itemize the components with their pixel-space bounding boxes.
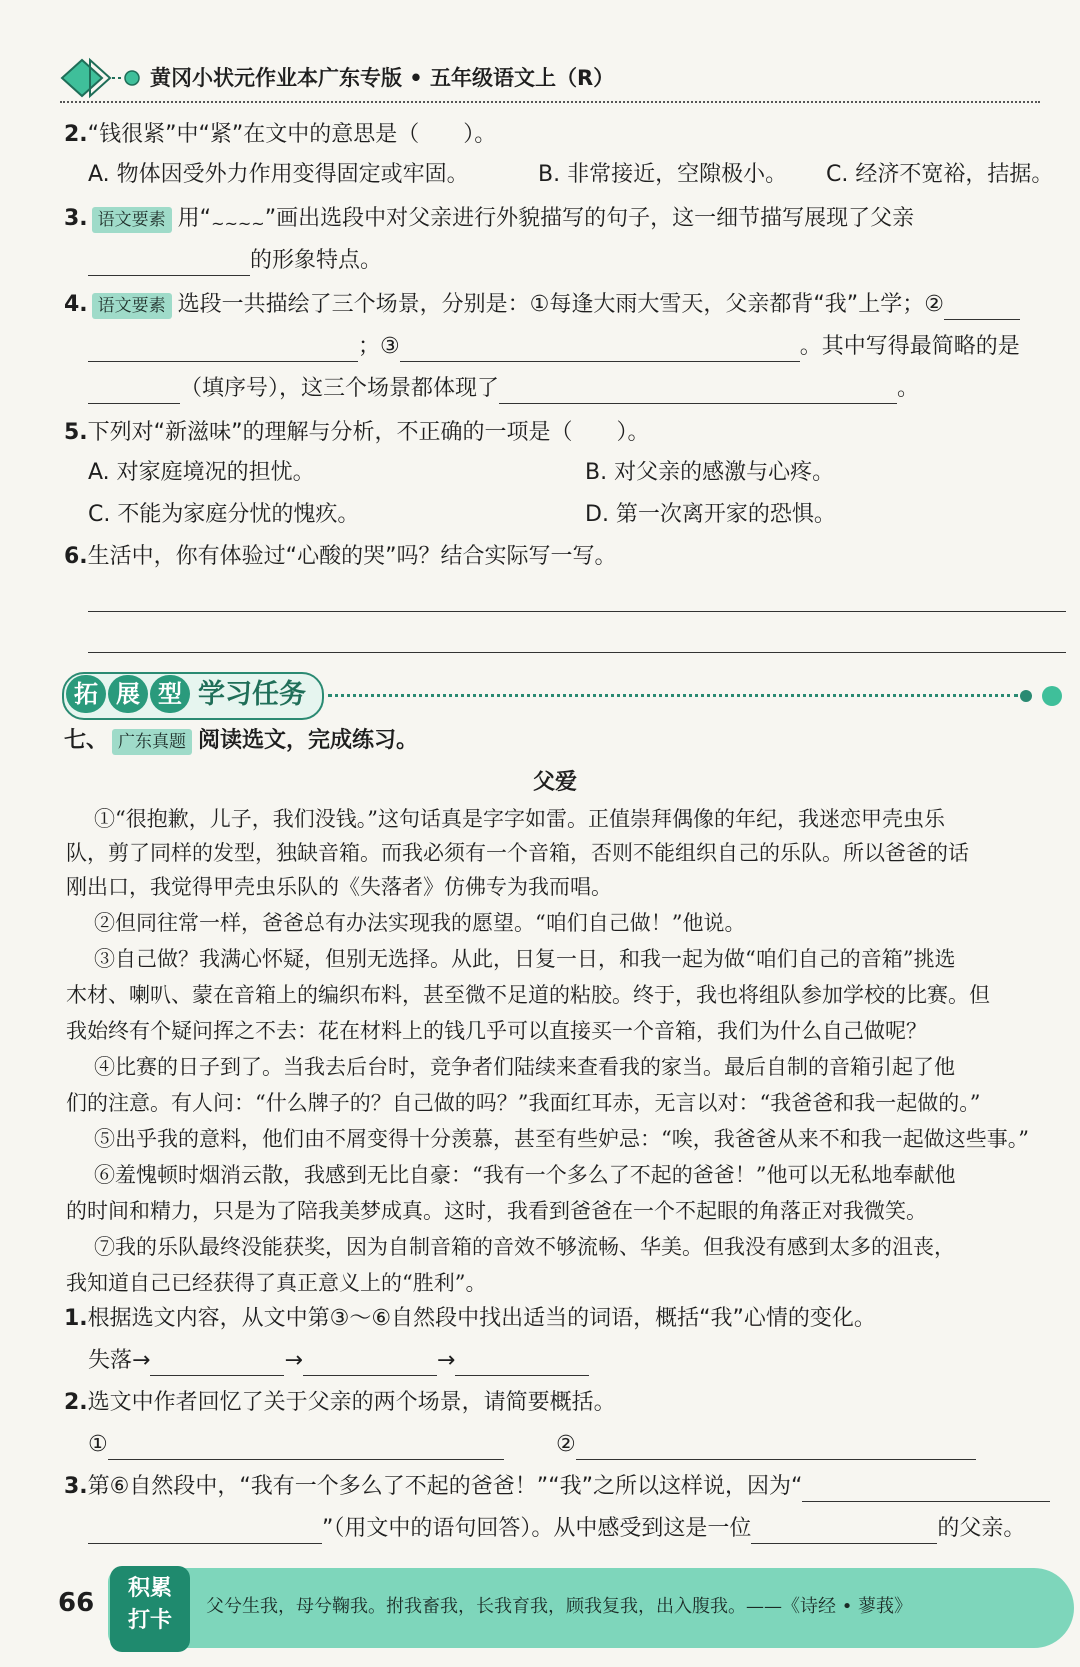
footer-card-label: 打卡: [127, 1608, 172, 1633]
answer-blank[interactable]: [455, 1353, 589, 1376]
passage-line: ⑤出乎我的意料，他们由不屑变得十分羡慕，甚至有些妒忌：“唉，我爸爸从来不和我一起做这些事。”: [94, 1127, 1029, 1151]
question-text: 。: [897, 376, 920, 401]
option-b[interactable]: B. 对父亲的感激与心疼。: [585, 460, 835, 485]
question-5: [64, 418, 649, 448]
option-c[interactable]: C. 不能为家庭分忧的愧疚。: [88, 502, 360, 527]
passage-line: 们的注意。有人问：“什么牌子的？自己做的吗？”我面红耳赤，无言以对：“我爸爸和我一起做的。”: [66, 1091, 981, 1115]
question-text: ”（用文中的语句回答）。从中感受到这是一位: [322, 1516, 752, 1541]
passage-title: 父爱: [532, 770, 577, 795]
section-instruction: 阅读选文，完成练习。: [198, 728, 419, 753]
passage-line: 我知道自己已经获得了真正意义上的“胜利”。: [66, 1271, 487, 1295]
banner-char: 展: [108, 675, 148, 713]
question-4-line3: [88, 374, 919, 404]
question-6: [64, 542, 616, 572]
question-number: 3.: [64, 1474, 88, 1499]
question-4-line2: [88, 332, 1020, 362]
question-number: 5.: [64, 420, 88, 445]
banner-dotted-line: [328, 694, 1018, 697]
scene-1: [88, 1430, 504, 1460]
question-4: [64, 290, 1020, 320]
passage-line: ⑦我的乐队最终没能获奖，因为自制音箱的音效不够流畅、华美。但我没有感到太多的沮丧，: [94, 1235, 955, 1259]
passage-line: 队，剪了同样的发型，独缺音箱。而我必须有一个音箱，否则不能组织自己的乐队。所以爸爸的话: [66, 841, 969, 865]
option-d[interactable]: D. 第一次离开家的恐惧。: [585, 502, 836, 527]
question-stem: 下列对“新滋味”的理解与分析，不正确的一项是（ ）。: [87, 420, 650, 445]
answer-blank[interactable]: [751, 1521, 937, 1544]
banner-end-dots-icon: [1014, 684, 1066, 708]
passage-question-3: [64, 1472, 1050, 1502]
option-b[interactable]: B. 非常接近，空隙极小。: [538, 162, 788, 187]
skill-tag: 语文要素: [92, 293, 172, 319]
question-number: 2.: [64, 122, 88, 147]
answer-blank[interactable]: [88, 253, 250, 276]
answer-blank[interactable]: [576, 1437, 976, 1460]
option-a[interactable]: A. 物体因受外力作用变得固定或牢固。: [88, 162, 469, 187]
footer-quote: 父兮生我，母兮鞠我。拊我畜我，长我育我，顾我复我，出入腹我。——《诗经 • 蓼莪》: [206, 1596, 913, 1617]
question-stem: 根据选文内容，从文中第③～⑥自然段中找出适当的词语，概括“我”心情的变化。: [87, 1306, 876, 1331]
option-c[interactable]: C. 经济不宽裕，拮据。: [826, 162, 1054, 187]
question-3: [64, 204, 914, 239]
arrow-icon: →: [284, 1348, 303, 1373]
passage-line: ②但同往常一样，爸爸总有办法实现我的愿望。“咱们自己做！”他说。: [94, 911, 746, 935]
wavy-line-mark: ~~~~: [211, 214, 265, 233]
question-text: 。其中写得最简略的是: [799, 334, 1020, 359]
scene-marker: ①: [88, 1432, 108, 1457]
footer-card-label: 积累: [127, 1576, 172, 1601]
mood-start: 失落→: [88, 1348, 151, 1373]
passage-line: ③自己做？我满心怀疑，但别无选择。从此，日复一日，和我一起为做“咱们自己的音箱”挑选: [94, 947, 956, 971]
scene-marker: ②: [556, 1432, 576, 1457]
passage-line: 我始终有个疑问挥之不去：花在材料上的钱几乎可以直接买一个音箱，我们为什么自己做呢？: [66, 1019, 927, 1043]
question-stem: 选文中作者回忆了关于父亲的两个场景，请简要概括。: [87, 1390, 616, 1415]
section-heading: [64, 726, 418, 756]
question-number: 3.: [64, 206, 88, 231]
passage-question-2: [64, 1388, 616, 1418]
question-text: 选段一共描绘了三个场景，分别是：①每逢大雨大雪天，父亲都背“我”上学；②: [177, 292, 944, 317]
passage-line: 的时间和精力，只是为了陪我美梦成真。这时，我看到爸爸在一个不起眼的角落正对我微笑。: [66, 1199, 927, 1223]
question-text: ”画出选段中对父亲进行外貌描写的句子，这一细节描写展现了父亲: [264, 206, 915, 231]
answer-blank[interactable]: [944, 297, 1020, 320]
answer-blank[interactable]: [88, 339, 358, 362]
question-2: [64, 120, 496, 150]
page-number: 66: [58, 1588, 95, 1618]
exam-tag: 广东真题: [112, 729, 192, 755]
banner-char: 拓: [66, 675, 106, 713]
question-stem: 生活中，你有体验过“心酸的哭”吗？结合实际写一写。: [87, 544, 617, 569]
passage-line: ⑥羞愧顿时烟消云散，我感到无比自豪：“我有一个多么了不起的爸爸！”他可以无私地奉献他: [94, 1163, 956, 1187]
banner-title: 学习任务: [198, 679, 306, 710]
answer-blank[interactable]: [88, 381, 180, 404]
passage-question-3-line2: [88, 1514, 1025, 1544]
answer-blank[interactable]: [150, 1353, 284, 1376]
question-text: 第⑥自然段中，“我有一个多么了不起的爸爸！”“我”之所以这样说，因为“: [87, 1474, 803, 1499]
header-divider: [60, 101, 1040, 103]
writing-line[interactable]: [88, 652, 1066, 653]
answer-blank[interactable]: [303, 1353, 437, 1376]
question-number: 1.: [64, 1306, 88, 1331]
question-text: 的父亲。: [937, 1516, 1026, 1541]
passage-question-1: [64, 1304, 876, 1334]
option-a[interactable]: A. 对家庭境况的担忧。: [88, 460, 315, 485]
passage-line: 刚出口，我觉得甲壳虫乐队的《失落者》仿佛专为我而唱。: [66, 875, 612, 899]
arrow-icon: →: [436, 1348, 456, 1373]
skill-tag: 语文要素: [92, 207, 172, 233]
answer-blank[interactable]: [400, 339, 800, 362]
question-text: ；③: [358, 334, 400, 359]
passage-line: ④比赛的日子到了。当我去后台时，竞争者们陆续来查看我的家当。最后自制的音箱引起了他: [94, 1055, 955, 1079]
answer-blank[interactable]: [499, 381, 897, 404]
writing-line[interactable]: [88, 611, 1066, 612]
question-3-line2: [88, 246, 382, 276]
question-text: 的形象特点。: [250, 248, 383, 273]
question-number: 2.: [64, 1390, 88, 1415]
question-stem: “钱很紧”中“紧”在文中的意思是（ ）。: [87, 122, 497, 147]
question-text: 用“: [177, 206, 212, 231]
passage-line: 木材、喇叭、蒙在音箱上的编织布料，甚至微不足道的粘胶。终于，我也将组队参加学校的比赛。但: [66, 983, 990, 1007]
answer-blank[interactable]: [108, 1437, 504, 1460]
question-number: 4.: [64, 292, 88, 317]
diamond-logo-icon: [60, 56, 140, 100]
passage-line: ①“很抱歉，儿子，我们没钱。”这句话真是字字如雷。正值崇拜偶像的年纪，我迷恋甲壳虫乐: [94, 807, 945, 831]
banner-char: 型: [150, 675, 190, 713]
question-text: （填序号），这三个场景都体现了: [180, 376, 500, 401]
scene-2: [556, 1430, 976, 1460]
question-number: 6.: [64, 544, 88, 569]
header-title: 黄冈小状元作业本广东专版 • 五年级语文上（R）: [150, 66, 615, 90]
answer-blank[interactable]: [802, 1479, 1050, 1502]
answer-blank[interactable]: [88, 1521, 322, 1544]
section-number: 七、: [64, 728, 109, 753]
mood-chain: [88, 1346, 589, 1376]
